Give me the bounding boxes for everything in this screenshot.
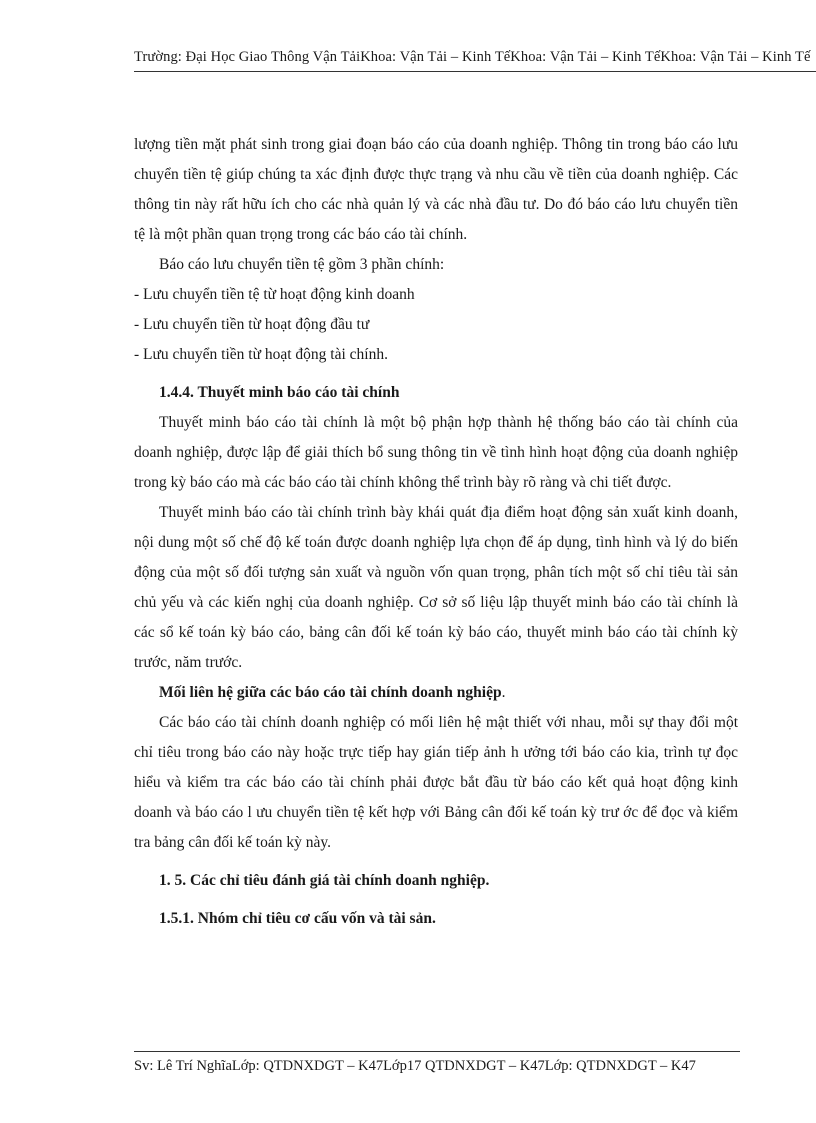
relationship-heading: Mối liên hệ giữa các báo cáo tài chính doanh nghiệp [159, 684, 502, 701]
header-divider [134, 71, 816, 72]
list-item: - Lưu chuyển tiền từ hoạt động đầu tư [134, 316, 370, 333]
paragraph-notes-content: Thuyết minh báo cáo tài chính trình bày khái quát địa điểm hoạt động sản xuất kinh doanh, nội dung một số chế độ kế toán được doanh nghiệp lựa chọn để áp dụng, tình hình và lý do biến động của một số đối tượng sản xuất và nguồn vốn quan trọng, phân tích một số chỉ tiêu tài sản chủ yếu và các kiến nghị của doanh nghiệp. Cơ sở số liệu lập thuyết minh báo cáo tài chính là các sổ kế toán kỳ báo cáo, bảng cân đối kế toán kỳ báo cáo, thuyết minh báo cáo tài chính kỳ trước, năm trước. [134, 504, 738, 671]
page-body [134, 130, 738, 934]
section-heading-1-4-4: 1.4.4. Thuyết minh báo cáo tài chính [159, 384, 400, 401]
footer-divider [134, 1051, 740, 1052]
paragraph-cash-flow-intro: lượng tiền mặt phát sinh trong giai đoạn báo cáo của doanh nghiệp. Thông tin trong báo cáo lưu chuyển tiền tệ giúp chúng ta xác định được thực trạng và nhu cầu về tiền của doanh nghiệp. Các thông tin này rất hữu ích cho các nhà quản lý và các nhà đầu tư. Do đó báo cáo lưu chuyển tiền tệ là một phần quan trọng trong các báo cáo tài chính. [134, 136, 738, 243]
list-item: - Lưu chuyển tiền tệ từ hoạt động kinh doanh [134, 286, 415, 303]
list-item: - Lưu chuyển tiền từ hoạt động tài chính. [134, 346, 388, 363]
paragraph-notes-definition: Thuyết minh báo cáo tài chính là một bộ phận hợp thành hệ thống báo cáo tài chính của doanh nghiệp, được lập để giải thích bổ sung thông tin về tình hình hoạt động của doanh nghiệp trong kỳ báo cáo mà các báo cáo tài chính không thể trình bày rõ ràng và chi tiết được. [134, 414, 738, 491]
page-footer: Sv: Lê Trí NghĩaLớp: QTDNXDGT – K47Lớp17 QTDNXDGT – K47Lớp: QTDNXDGT – K47 [134, 1058, 696, 1074]
page-header: Trường: Đại Học Giao Thông Vận TảiKhoa: Vận Tải – Kinh TếKhoa: Vận Tải – Kinh TếKhoa: Vận Tải – Kinh Tế [134, 49, 811, 65]
paragraph-cash-flow-parts: Báo cáo lưu chuyển tiền tệ gồm 3 phần chính: [159, 256, 445, 273]
section-heading-1-5: 1. 5. Các chỉ tiêu đánh giá tài chính doanh nghiệp. [159, 872, 490, 889]
paragraph-relationship: Các báo cáo tài chính doanh nghiệp có mối liên hệ mật thiết với nhau, mỗi sự thay đổi một chỉ tiêu trong báo cáo này hoặc trực tiếp hay gián tiếp ảnh h ưởng tới báo cáo kia, trình tự đọc hiểu và kiểm tra các báo cáo tài chính phải được bắt đầu từ báo cáo kết quả hoạt động kinh doanh và báo cáo l ưu chuyển tiền tệ kết hợp với Bảng cân đối kế toán kỳ trư ớc để đọc và kiểm tra bảng cân đối kế toán kỳ này. [134, 714, 738, 851]
section-heading-1-5-1: 1.5.1. Nhóm chỉ tiêu cơ cấu vốn và tài sản. [159, 910, 436, 927]
relationship-heading-period: . [501, 684, 506, 701]
paragraph-relationship-title [134, 678, 738, 708]
